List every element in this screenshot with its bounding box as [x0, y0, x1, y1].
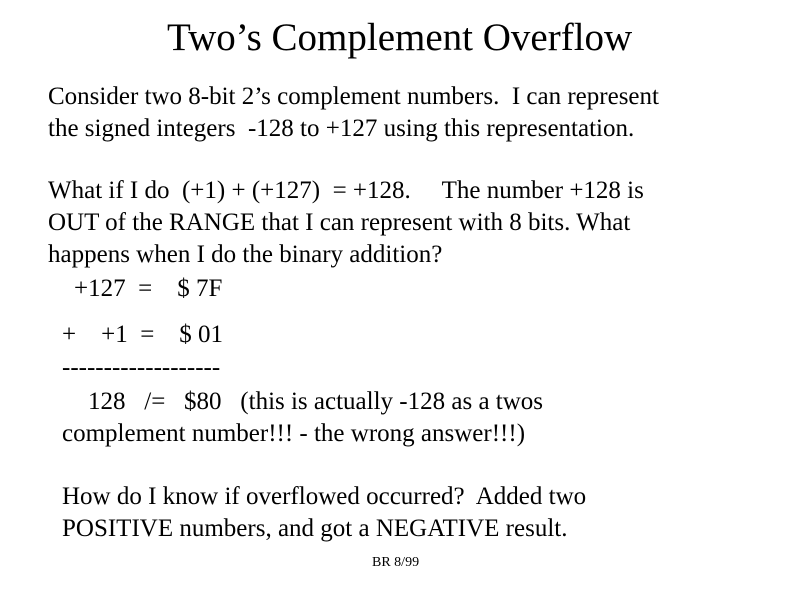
addition-separator: -------------------	[62, 354, 221, 381]
paragraph-2-line-3: happens when I do the binary addition?	[48, 241, 443, 268]
paragraph-1-line-1: Consider two 8-bit 2’s complement numbers. I can represent	[48, 83, 659, 110]
addition-result: 128 /= $80 (this is actually -128 as a twos	[88, 388, 544, 415]
addition-first-operand: +127 = $ 7F	[74, 275, 223, 302]
addition-second-operand: + +1 = $ 01	[62, 321, 224, 348]
slide-title: Two’s Complement Overflow	[167, 16, 633, 59]
addition-result-note: complement number!!! - the wrong answer!!!)	[62, 420, 526, 447]
paragraph-1-line-2: the signed integers -128 to +127 using this representation.	[48, 115, 635, 142]
slide-footer: BR 8/99	[372, 555, 420, 570]
paragraph-2-line-2: OUT of the RANGE that I can represent with 8 bits. What	[48, 209, 631, 236]
conclusion-line-1: How do I know if overflowed occurred? Added two	[62, 483, 587, 510]
paragraph-2-line-1: What if I do (+1) + (+127) = +128. The number +128 is	[48, 177, 644, 204]
conclusion-line-2: POSITIVE numbers, and got a NEGATIVE result.	[62, 515, 568, 542]
